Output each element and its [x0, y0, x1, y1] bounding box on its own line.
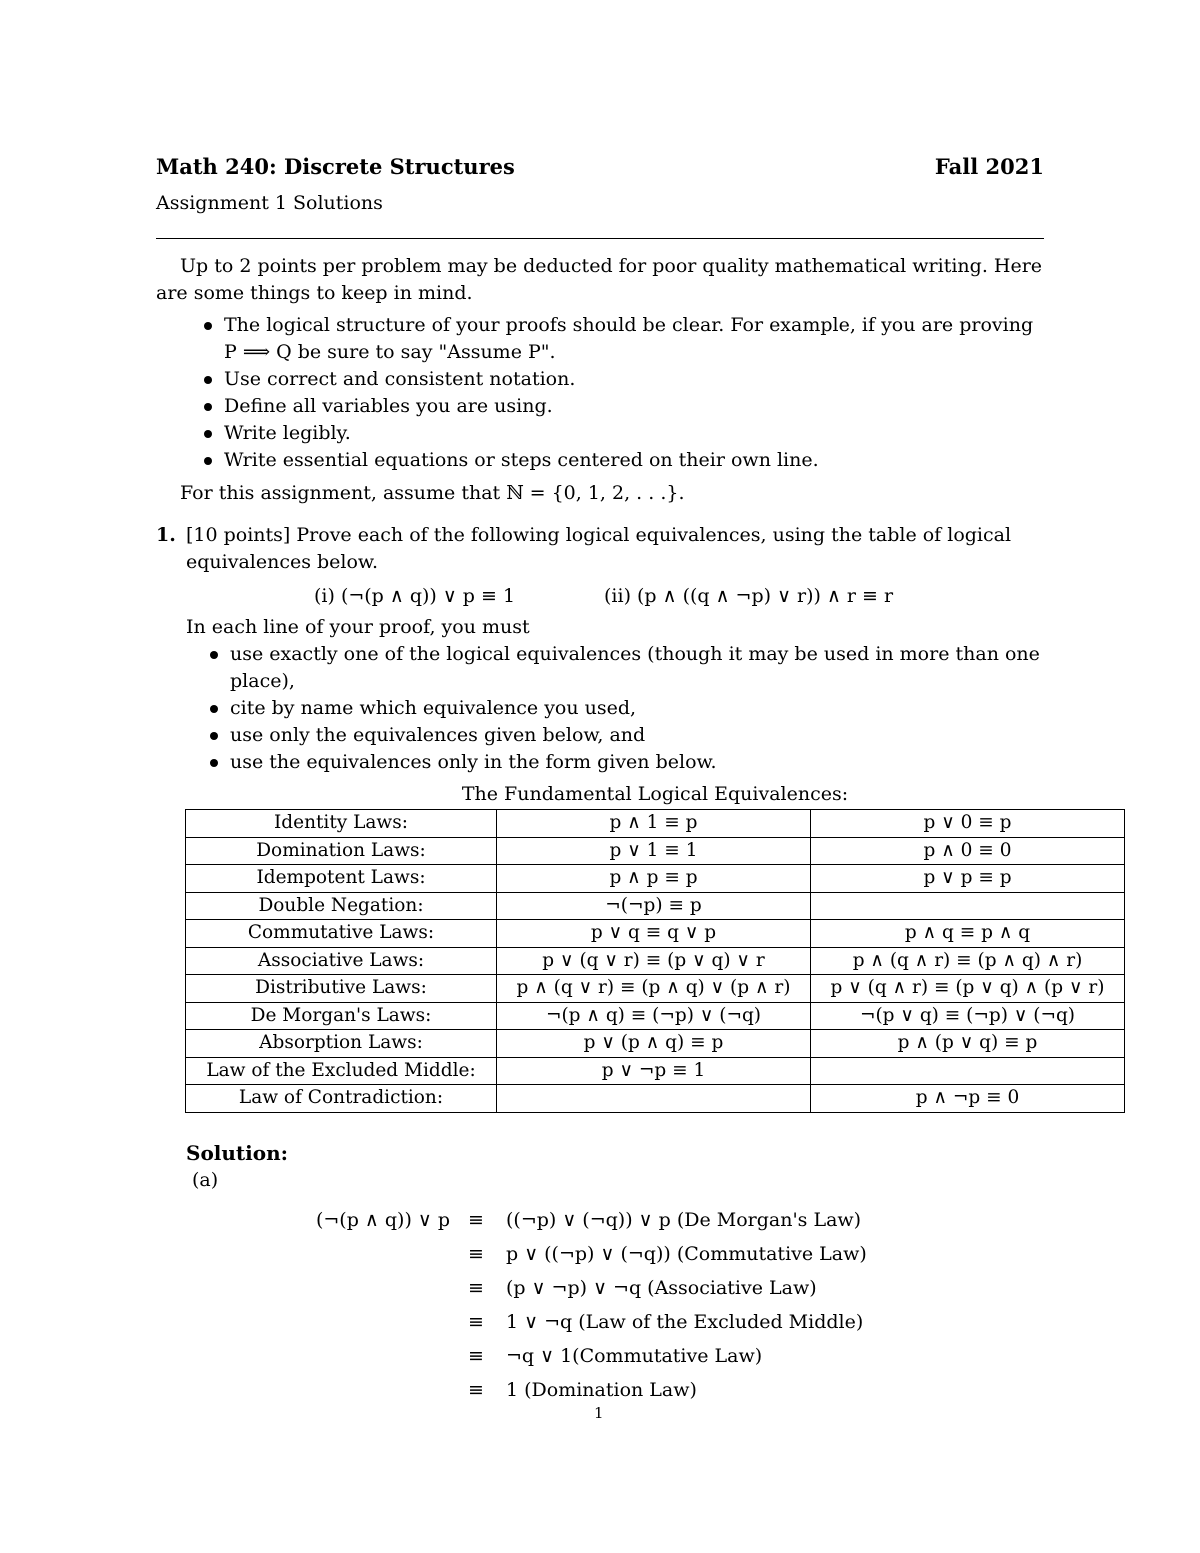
rules-intro: In each line of your proof, you must	[186, 616, 530, 638]
equivalence-cell: p ∨ (p ∧ q) ≡ p	[497, 1030, 811, 1058]
derivation-step: 1 ∨ ¬q (Law of the Excluded Middle)	[506, 1311, 864, 1333]
dual-equivalence-cell: p ∧ q ≡ p ∧ q	[811, 920, 1125, 948]
derivation-step: ¬q ∨ 1(Commutative Law)	[506, 1345, 763, 1367]
logical-equivalences-table	[185, 809, 1125, 1113]
writing-guidelines-list	[200, 312, 1048, 474]
equivalence-cell: p ∨ 1 ≡ 1	[497, 837, 811, 865]
dual-equivalence-cell: p ∨ p ≡ p	[811, 865, 1125, 893]
rule-item: use the equivalences only in the form given below.	[206, 749, 1048, 776]
dual-equivalence-cell	[811, 892, 1125, 920]
table-row	[186, 947, 1125, 975]
equivalence-symbol: ≡	[468, 1311, 484, 1333]
table-row	[186, 810, 1125, 838]
table-row	[186, 892, 1125, 920]
equivalence-cell: p ∨ q ≡ q ∨ p	[497, 920, 811, 948]
guideline-item: The logical structure of your proofs should be clear. For example, if you are proving P ⟹ Q be sure to say "Assume P".	[200, 312, 1048, 366]
guideline-item: Write legibly.	[200, 420, 1048, 447]
rule-item: use only the equivalences given below, and	[206, 722, 1048, 749]
derivation-step: (p ∨ ¬p) ∨ ¬q (Associative Law)	[506, 1277, 817, 1299]
equivalence-cell: p ∨ (q ∨ r) ≡ (p ∨ q) ∨ r	[497, 947, 811, 975]
law-name-cell: Associative Laws:	[186, 947, 497, 975]
table-row	[186, 837, 1125, 865]
law-name-cell: Law of Contradiction:	[186, 1085, 497, 1113]
table-row	[186, 1030, 1125, 1058]
equivalence-cell: ¬(¬p) ≡ p	[497, 892, 811, 920]
equivalence-cell	[497, 1085, 811, 1113]
dual-equivalence-cell: p ∧ ¬p ≡ 0	[811, 1085, 1125, 1113]
derivation-lhs: (¬(p ∧ q)) ∨ p	[315, 1209, 450, 1231]
solution-part-label: (a)	[192, 1169, 219, 1191]
table-row	[186, 1085, 1125, 1113]
equivalence-cell: ¬(p ∧ q) ≡ (¬p) ∨ (¬q)	[497, 1002, 811, 1030]
solution-title: Solution:	[186, 1141, 289, 1165]
law-name-cell: Idempotent Laws:	[186, 865, 497, 893]
naturals-assumption: For this assignment, assume that ℕ = {0, 1, 2, . . .}.	[180, 482, 685, 504]
law-name-cell: Identity Laws:	[186, 810, 497, 838]
rule-item: cite by name which equivalence you used,	[206, 695, 1048, 722]
guideline-item: Use correct and consistent notation.	[200, 366, 1048, 393]
equivalence-symbol: ≡	[468, 1277, 484, 1299]
rule-item	[206, 641, 1048, 695]
table-row	[186, 1002, 1125, 1030]
guideline-item: Write essential equations or steps centered on their own line.	[200, 447, 1048, 474]
dual-equivalence-cell: p ∧ (p ∨ q) ≡ p	[811, 1030, 1125, 1058]
dual-equivalence-cell: p ∧ 0 ≡ 0	[811, 837, 1125, 865]
table-caption: The Fundamental Logical Equivalences:	[461, 783, 849, 805]
term-label: Fall 2021	[934, 154, 1044, 179]
equivalence-symbol: ≡	[468, 1379, 484, 1401]
part-i-equivalence: (i) (¬(p ∧ q)) ∨ p ≡ 1	[314, 585, 516, 607]
table-row	[186, 1057, 1125, 1085]
equivalence-cell: p ∧ p ≡ p	[497, 865, 811, 893]
derivation-step: ((¬p) ∨ (¬q)) ∨ p (De Morgan's Law)	[506, 1209, 862, 1231]
equivalence-cell: p ∧ 1 ≡ p	[497, 810, 811, 838]
equivalence-cell: p ∨ ¬p ≡ 1	[497, 1057, 811, 1085]
rule-text: use exactly one of the logical equivalences (though it may be used in more than one place),	[230, 643, 1040, 692]
guideline-item: Define all variables you are using.	[200, 393, 1048, 420]
problem-number: 1.	[156, 524, 176, 546]
law-name-cell: Double Negation:	[186, 892, 497, 920]
page-number: 1	[594, 1404, 604, 1422]
dual-equivalence-cell: p ∨ (q ∧ r) ≡ (p ∨ q) ∧ (p ∨ r)	[811, 975, 1125, 1003]
dual-equivalence-cell: p ∨ 0 ≡ p	[811, 810, 1125, 838]
derivation-step: 1 (Domination Law)	[506, 1379, 697, 1401]
part-ii-equivalence: (ii) (p ∧ ((q ∧ ¬p) ∨ r)) ∧ r ≡ r	[604, 585, 894, 607]
law-name-cell: Commutative Laws:	[186, 920, 497, 948]
problem-statement: [10 points] Prove each of the following logical equivalences, using the table of logical equivalences below.	[186, 524, 1012, 573]
equivalence-symbol: ≡	[468, 1345, 484, 1367]
document-subtitle: Assignment 1 Solutions	[156, 192, 383, 214]
equivalence-cell: p ∧ (q ∨ r) ≡ (p ∧ q) ∨ (p ∧ r)	[497, 975, 811, 1003]
table-row	[186, 865, 1125, 893]
law-name-cell: Absorption Laws:	[186, 1030, 497, 1058]
dual-equivalence-cell: ¬(p ∨ q) ≡ (¬p) ∨ (¬q)	[811, 1002, 1125, 1030]
course-title: Math 240: Discrete Structures	[156, 154, 515, 179]
equivalence-symbol: ≡	[468, 1243, 484, 1265]
proof-rules-list	[206, 641, 1048, 776]
law-name-cell: Law of the Excluded Middle:	[186, 1057, 497, 1085]
law-name-cell: Domination Laws:	[186, 837, 497, 865]
dual-equivalence-cell: p ∧ (q ∧ r) ≡ (p ∧ q) ∧ r)	[811, 947, 1125, 975]
dual-equivalence-cell	[811, 1057, 1125, 1085]
equivalence-symbol: ≡	[468, 1209, 484, 1231]
derivation-step: p ∨ ((¬p) ∨ (¬q)) (Commutative Law)	[506, 1243, 867, 1265]
table-row	[186, 920, 1125, 948]
table-row	[186, 975, 1125, 1003]
intro-paragraph: Up to 2 points per problem may be deducted for poor quality mathematical writing. Here are some things to keep in mind.	[156, 255, 1043, 304]
header-divider	[156, 238, 1044, 239]
law-name-cell: Distributive Laws:	[186, 975, 497, 1003]
law-name-cell: De Morgan's Laws:	[186, 1002, 497, 1030]
